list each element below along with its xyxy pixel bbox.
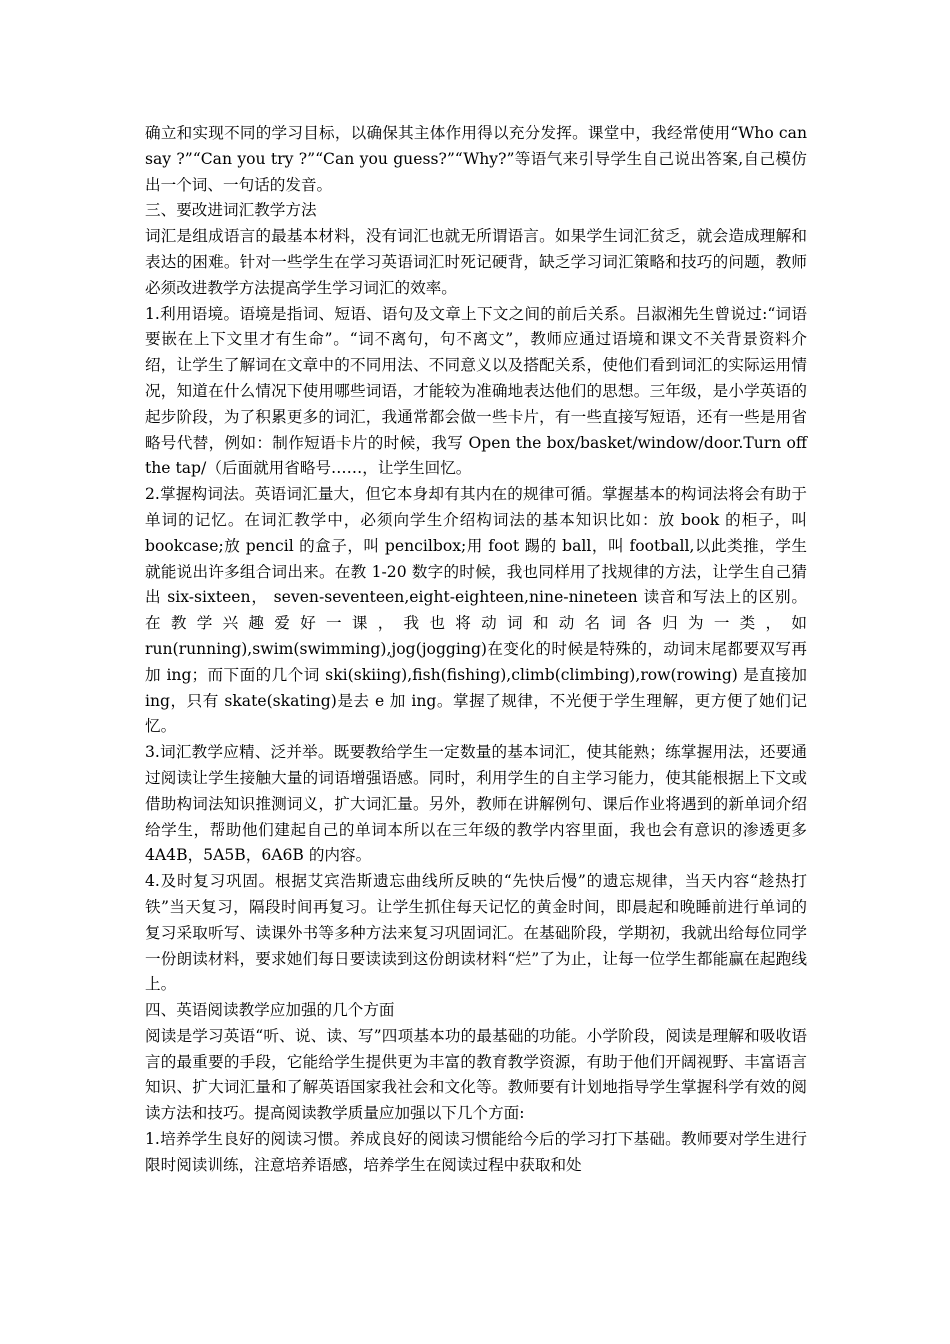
paragraph-reading-intro: 阅读是学习英语“听、说、读、写”四项基本功的最基础的功能。小学阶段，阅读是理解和吸收语言的最重要的手段，它能给学生提供更为丰富的教育教学资源，有助于他们开阔视野、丰富语言知识、扩大词汇量和了解英语国家我社会和文化等。教师要有计划地指导学生掌握科学有效的阅读方法和技巧。提高阅读教学质量应加强以下几个方面: (145, 1026, 807, 1123)
paragraph-reading-habits: 1.培养学生良好的阅读习惯。养成良好的阅读习惯能给今后的学习打下基础。教师要对学生进行限时阅读训练，注意培养语感，培养学生在阅读过程中获取和处 (145, 1130, 807, 1174)
document-body (145, 121, 807, 1179)
section-heading-4: 四、英语阅读教学应加强的几个方面 (145, 1001, 395, 1020)
paragraph-intro-continued: 确立和实现不同的学习目标，以确保其主体作用得以充分发挥。课堂中，我经常使用“Who can say ?”“Can you try ?”“Can you guess?”“Why?”等语气来引导学生自己说出答案,自己模仿出一个词、一句话的发音。 (145, 124, 807, 194)
paragraph-vocab-wordformation: 2.掌握构词法。英语词汇量大，但它本身却有其内在的规律可循。掌握基本的构词法将会有助于单词的记忆。在词汇教学中，必须向学生介绍构词法的基本知识比如：放 book 的柜子，叫 bookcase;放 pencil 的盒子，叫 pencilbox;用 foot 踢的 ball，叫 football,以此类推，学生就能说出许多组合词出来。在教 1-20 数字的时候，我也同样用了找规律的方法，让学生自己猜出 six-sixteen， seven-seventeen,eight-eighteen,nine-nineteen 读音和写法上的区别。在教学兴趣爱好一课，我也将动词和动名词各归为一类，如 run(running),swim(swimming),jog(jogging)在变化的时候是特殊的，动词末尾都要双写再加 ing；而下面的几个词 ski(skiing),fish(fishing),climb(climbing),row(rowing) 是直接加 ing，只有 skate(skating)是去 e 加 ing。掌握了规律，不光便于学生理解，更方便了她们记忆。 (145, 485, 807, 736)
paragraph-vocab-review: 4.及时复习巩固。根据艾宾浩斯遗忘曲线所反映的“先快后慢”的遗忘规律，当天内容“趁热打铁”当天复习，隔段时间再复习。让学生抓住每天记忆的黄金时间，即晨起和晚睡前进行单词的复习采取听写、读课外书等多种方法来复习巩固词汇。在基础阶段，学期初，我就出给每位同学一份朗读材料，要求她们每日要读读到这份朗读材料“烂”了为止，让每一位学生都能赢在起跑线上。 (145, 872, 807, 994)
section-heading-3: 三、要改进词汇教学方法 (145, 201, 317, 220)
paragraph-vocab-context: 1.利用语境。语境是指词、短语、语句及文章上下文之间的前后关系。吕淑湘先生曾说过:“词语要嵌在上下文里才有生命”。“词不离句，句不离文”，教师应通过语境和课文不关背景资料介绍，让学生了解词在文章中的不同用法、不同意义以及搭配关系，使他们看到词汇的实际运用情况，知道在什么情况下使用哪些词语，才能较为准确地表达他们的思想。三年级，是小学英语的起步阶段，为了积累更多的词汇，我通常都会做一些卡片，有一些直接写短语，还有一些是用省略号代替，例如：制作短语卡片的时候，我写 Open the box/basket/window/door.Turn off the tap/（后面就用省略号……，让学生回忆。 (145, 304, 807, 478)
paragraph-vocab-intro: 词汇是组成语言的最基本材料，没有词汇也就无所谓语言。如果学生词汇贫乏，就会造成理解和表达的困难。针对一些学生在学习英语词汇时死记硬背，缺乏学习词汇策略和技巧的问题，教师必须改进教学方法提高学生学习词汇的效率。 (145, 227, 807, 297)
paragraph-vocab-breadth: 3.词汇教学应精、泛并举。既要教给学生一定数量的基本词汇，使其能熟；练掌握用法，还要通过阅读让学生接触大量的词语增强语感。同时，利用学生的自主学习能力，使其能根据上下文或借助构词法知识推测词义，扩大词汇量。另外，教师在讲解例句、课后作业将遇到的新单词介绍给学生，帮助他们建起自己的单词本所以在三年级的教学内容里面，我也会有意识的渗透更多 4A4B，5A5B，6A6B 的内容。 (145, 743, 807, 865)
